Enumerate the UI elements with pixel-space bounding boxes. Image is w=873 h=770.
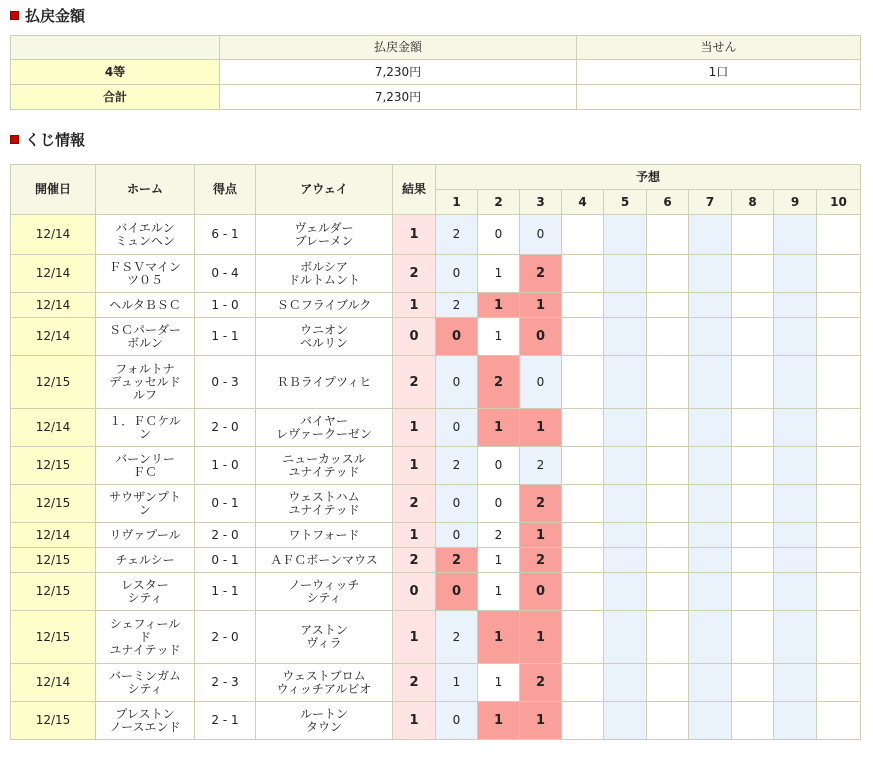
match-row xyxy=(11,485,861,523)
prediction-cell: 0 xyxy=(436,573,478,611)
prediction-cell xyxy=(817,702,861,740)
prediction-cell xyxy=(774,548,817,573)
match-home: ＦＳＶマイン ツ０５ xyxy=(96,255,195,293)
prediction-cell xyxy=(732,702,774,740)
match-date: 12/15 xyxy=(11,702,96,740)
prediction-cell xyxy=(562,702,604,740)
prediction-cell xyxy=(774,447,817,485)
payout-col-winners: 当せん xyxy=(577,36,861,60)
prediction-cell xyxy=(647,409,689,447)
prediction-cell xyxy=(604,573,647,611)
payout-col-amount: 払戻金額 xyxy=(220,36,577,60)
prediction-cell xyxy=(774,523,817,548)
prediction-cell: 1 xyxy=(478,611,520,664)
match-date: 12/15 xyxy=(11,356,96,409)
prediction-cell: 2 xyxy=(436,548,478,573)
match-score: 2 - 1 xyxy=(195,702,256,740)
prediction-cell xyxy=(562,318,604,356)
prediction-cell xyxy=(604,356,647,409)
prediction-cell xyxy=(562,664,604,702)
match-away: ワトフォード xyxy=(256,523,393,548)
prediction-cell xyxy=(604,215,647,255)
prediction-cell xyxy=(689,485,732,523)
match-home: レスター シティ xyxy=(96,573,195,611)
match-date: 12/14 xyxy=(11,255,96,293)
prediction-cell xyxy=(647,702,689,740)
prediction-cell xyxy=(817,293,861,318)
payout-row-winners xyxy=(577,85,861,110)
match-home: フォルトナ デュッセルド ルフ xyxy=(96,356,195,409)
match-away: バイヤー レヴァークーゼン xyxy=(256,409,393,447)
match-away: ウェストブロム ウィッチアルビオ xyxy=(256,664,393,702)
prediction-cell xyxy=(732,573,774,611)
match-away: ウェストハム ユナイテッド xyxy=(256,485,393,523)
match-score: 2 - 3 xyxy=(195,664,256,702)
prediction-col-4: 4 xyxy=(562,190,604,215)
prediction-cell xyxy=(817,523,861,548)
prediction-cell xyxy=(732,293,774,318)
prediction-cell xyxy=(647,318,689,356)
match-row xyxy=(11,702,861,740)
prediction-cell xyxy=(732,485,774,523)
prediction-cell xyxy=(562,523,604,548)
prediction-cell xyxy=(647,548,689,573)
prediction-cell xyxy=(689,356,732,409)
prediction-cell: 2 xyxy=(520,255,562,293)
prediction-cell xyxy=(647,447,689,485)
match-score: 0 - 1 xyxy=(195,485,256,523)
match-row xyxy=(11,293,861,318)
prediction-cell xyxy=(604,548,647,573)
kuji-heading-text: くじ情報 xyxy=(25,130,86,149)
prediction-cell: 2 xyxy=(520,447,562,485)
match-home: バイエルン ミュンヘン xyxy=(96,215,195,255)
prediction-cell xyxy=(817,447,861,485)
prediction-cell xyxy=(732,215,774,255)
prediction-cell xyxy=(817,356,861,409)
match-row xyxy=(11,548,861,573)
prediction-cell xyxy=(817,215,861,255)
prediction-cell: 2 xyxy=(478,356,520,409)
match-date: 12/14 xyxy=(11,523,96,548)
payout-row xyxy=(11,85,861,110)
prediction-cell xyxy=(817,255,861,293)
payout-row xyxy=(11,60,861,85)
prediction-cell: 0 xyxy=(436,409,478,447)
prediction-cell: 2 xyxy=(520,485,562,523)
section-marker-icon xyxy=(10,11,19,20)
prediction-cell: 2 xyxy=(436,215,478,255)
prediction-cell xyxy=(562,255,604,293)
payout-corner xyxy=(11,36,220,60)
prediction-col-9: 9 xyxy=(774,190,817,215)
match-row xyxy=(11,356,861,409)
prediction-cell xyxy=(689,215,732,255)
prediction-cell: 1 xyxy=(478,573,520,611)
prediction-cell: 2 xyxy=(520,548,562,573)
match-result: 2 xyxy=(393,255,436,293)
match-home: ＳＣパーダー ボルン xyxy=(96,318,195,356)
match-result: 1 xyxy=(393,215,436,255)
prediction-cell xyxy=(604,664,647,702)
prediction-cell xyxy=(647,255,689,293)
prediction-cell xyxy=(817,548,861,573)
match-row xyxy=(11,573,861,611)
match-result: 2 xyxy=(393,485,436,523)
prediction-cell xyxy=(689,548,732,573)
prediction-cell: 1 xyxy=(478,318,520,356)
prediction-cell xyxy=(689,702,732,740)
match-score: 2 - 0 xyxy=(195,611,256,664)
prediction-cell xyxy=(689,523,732,548)
payout-header-row xyxy=(11,36,861,60)
match-row xyxy=(11,215,861,255)
prediction-cell: 1 xyxy=(520,293,562,318)
prediction-cell xyxy=(562,447,604,485)
payout-heading xyxy=(10,4,85,26)
match-home: チェルシー xyxy=(96,548,195,573)
col-date: 開催日 xyxy=(11,165,96,215)
match-date: 12/15 xyxy=(11,611,96,664)
col-score: 得点 xyxy=(195,165,256,215)
payout-table xyxy=(10,35,861,110)
match-home: サウザンプト ン xyxy=(96,485,195,523)
prediction-cell xyxy=(774,702,817,740)
prediction-cell: 0 xyxy=(436,485,478,523)
prediction-cell: 1 xyxy=(436,664,478,702)
prediction-cell xyxy=(774,409,817,447)
prediction-cell xyxy=(774,356,817,409)
match-away: ＲＢライプツィヒ xyxy=(256,356,393,409)
prediction-cell xyxy=(732,255,774,293)
match-date: 12/14 xyxy=(11,664,96,702)
match-away: ＡＦＣボーンマウス xyxy=(256,548,393,573)
payout-row-amount: 7,230円 xyxy=(220,60,577,85)
match-row xyxy=(11,318,861,356)
kuji-table xyxy=(10,164,861,740)
payout-heading-text: 払戻金額 xyxy=(25,6,86,25)
prediction-cell: 2 xyxy=(478,523,520,548)
match-away: ニューカッスル ユナイテッド xyxy=(256,447,393,485)
prediction-cell xyxy=(689,664,732,702)
match-date: 12/15 xyxy=(11,447,96,485)
section-marker-icon xyxy=(10,135,19,144)
prediction-cell xyxy=(689,409,732,447)
match-result: 2 xyxy=(393,356,436,409)
prediction-cell: 1 xyxy=(478,548,520,573)
prediction-cell xyxy=(817,485,861,523)
prediction-cell: 0 xyxy=(436,356,478,409)
prediction-cell xyxy=(689,293,732,318)
prediction-cell xyxy=(604,447,647,485)
prediction-cell: 1 xyxy=(478,664,520,702)
match-score: 1 - 1 xyxy=(195,318,256,356)
col-home: ホーム xyxy=(96,165,195,215)
prediction-cell: 0 xyxy=(436,318,478,356)
match-home: プレストン ノースエンド xyxy=(96,702,195,740)
prediction-cell xyxy=(774,255,817,293)
prediction-cell xyxy=(562,611,604,664)
match-score: 1 - 1 xyxy=(195,573,256,611)
match-date: 12/15 xyxy=(11,573,96,611)
match-away: ヴェルダー ブレーメン xyxy=(256,215,393,255)
prediction-cell: 1 xyxy=(478,255,520,293)
prediction-cell: 0 xyxy=(478,485,520,523)
match-home: ヘルタＢＳＣ xyxy=(96,293,195,318)
match-score: 1 - 0 xyxy=(195,293,256,318)
payout-row-label: 4等 xyxy=(11,60,220,85)
match-result: 0 xyxy=(393,573,436,611)
match-away: ウニオン ベルリン xyxy=(256,318,393,356)
prediction-cell xyxy=(689,611,732,664)
payout-row-winners: 1口 xyxy=(577,60,861,85)
prediction-cell xyxy=(562,356,604,409)
match-result: 1 xyxy=(393,447,436,485)
prediction-col-6: 6 xyxy=(647,190,689,215)
match-away: ノーウィッチ シティ xyxy=(256,573,393,611)
match-row xyxy=(11,611,861,664)
match-row xyxy=(11,447,861,485)
prediction-cell xyxy=(774,318,817,356)
match-date: 12/15 xyxy=(11,548,96,573)
kuji-header-row xyxy=(11,165,861,190)
prediction-cell xyxy=(732,611,774,664)
prediction-cell xyxy=(774,215,817,255)
match-score: 6 - 1 xyxy=(195,215,256,255)
prediction-cell: 1 xyxy=(520,611,562,664)
prediction-cell: 0 xyxy=(436,523,478,548)
prediction-cell: 1 xyxy=(520,409,562,447)
match-date: 12/14 xyxy=(11,409,96,447)
prediction-cell xyxy=(647,293,689,318)
match-away: ボルシア ドルトムント xyxy=(256,255,393,293)
prediction-cell xyxy=(604,255,647,293)
prediction-cell xyxy=(817,318,861,356)
match-row xyxy=(11,523,861,548)
match-row xyxy=(11,409,861,447)
match-result: 1 xyxy=(393,523,436,548)
match-home: リヴァプール xyxy=(96,523,195,548)
prediction-cell: 2 xyxy=(436,293,478,318)
prediction-cell xyxy=(732,664,774,702)
prediction-cell xyxy=(689,447,732,485)
prediction-cell: 1 xyxy=(478,409,520,447)
prediction-cell xyxy=(732,548,774,573)
col-result: 結果 xyxy=(393,165,436,215)
prediction-cell xyxy=(817,409,861,447)
prediction-cell xyxy=(562,485,604,523)
match-result: 2 xyxy=(393,548,436,573)
match-score: 2 - 0 xyxy=(195,523,256,548)
match-home: バーミンガム シティ xyxy=(96,664,195,702)
prediction-cell xyxy=(604,409,647,447)
prediction-cell xyxy=(562,215,604,255)
prediction-cell xyxy=(774,573,817,611)
prediction-cell xyxy=(647,573,689,611)
match-result: 0 xyxy=(393,318,436,356)
prediction-col-5: 5 xyxy=(604,190,647,215)
prediction-cell: 0 xyxy=(520,215,562,255)
payout-row-amount: 7,230円 xyxy=(220,85,577,110)
prediction-cell: 0 xyxy=(478,215,520,255)
prediction-cell: 0 xyxy=(478,447,520,485)
match-away: ＳＣフライブルク xyxy=(256,293,393,318)
match-result: 1 xyxy=(393,409,436,447)
prediction-cell xyxy=(647,485,689,523)
prediction-cell xyxy=(647,664,689,702)
match-score: 0 - 1 xyxy=(195,548,256,573)
prediction-cell xyxy=(732,523,774,548)
prediction-cell xyxy=(689,573,732,611)
prediction-col-2: 2 xyxy=(478,190,520,215)
match-date: 12/15 xyxy=(11,485,96,523)
match-date: 12/14 xyxy=(11,318,96,356)
prediction-cell xyxy=(604,702,647,740)
match-score: 0 - 3 xyxy=(195,356,256,409)
match-home: １．ＦＣケル ン xyxy=(96,409,195,447)
prediction-cell xyxy=(604,318,647,356)
prediction-cell xyxy=(689,255,732,293)
match-home: バーンリー ＦＣ xyxy=(96,447,195,485)
prediction-cell xyxy=(647,523,689,548)
prediction-cell xyxy=(689,318,732,356)
match-date: 12/14 xyxy=(11,215,96,255)
prediction-cell: 2 xyxy=(436,447,478,485)
match-row xyxy=(11,664,861,702)
prediction-cell: 0 xyxy=(436,702,478,740)
prediction-cell: 0 xyxy=(520,573,562,611)
match-score: 0 - 4 xyxy=(195,255,256,293)
prediction-col-3: 3 xyxy=(520,190,562,215)
prediction-cell xyxy=(774,611,817,664)
prediction-cell: 0 xyxy=(520,318,562,356)
prediction-cell: 1 xyxy=(520,702,562,740)
match-row xyxy=(11,255,861,293)
match-result: 1 xyxy=(393,293,436,318)
prediction-cell xyxy=(562,548,604,573)
prediction-cell xyxy=(604,523,647,548)
match-result: 1 xyxy=(393,611,436,664)
prediction-col-7: 7 xyxy=(689,190,732,215)
prediction-cell xyxy=(562,409,604,447)
prediction-cell: 0 xyxy=(436,255,478,293)
match-result: 1 xyxy=(393,702,436,740)
prediction-cell xyxy=(774,664,817,702)
prediction-cell xyxy=(647,215,689,255)
prediction-cell: 1 xyxy=(478,293,520,318)
col-away: アウェイ xyxy=(256,165,393,215)
prediction-cell xyxy=(817,573,861,611)
prediction-cell xyxy=(647,611,689,664)
prediction-cell xyxy=(732,356,774,409)
prediction-cell xyxy=(817,611,861,664)
prediction-cell xyxy=(732,318,774,356)
kuji-body xyxy=(11,215,861,740)
prediction-cell xyxy=(604,611,647,664)
prediction-cell xyxy=(562,293,604,318)
payout-row-label: 合計 xyxy=(11,85,220,110)
prediction-cell xyxy=(817,664,861,702)
prediction-col-1: 1 xyxy=(436,190,478,215)
prediction-cell xyxy=(732,409,774,447)
prediction-cell xyxy=(774,485,817,523)
prediction-cell: 0 xyxy=(520,356,562,409)
match-date: 12/14 xyxy=(11,293,96,318)
kuji-heading xyxy=(10,128,85,150)
match-score: 1 - 0 xyxy=(195,447,256,485)
match-result: 2 xyxy=(393,664,436,702)
match-home: シェフィール ド ユナイテッド xyxy=(96,611,195,664)
prediction-col-8: 8 xyxy=(732,190,774,215)
prediction-cell: 1 xyxy=(520,523,562,548)
prediction-cell: 2 xyxy=(436,611,478,664)
prediction-cell xyxy=(774,293,817,318)
prediction-cell xyxy=(562,573,604,611)
prediction-cell xyxy=(732,447,774,485)
prediction-cell xyxy=(604,293,647,318)
prediction-cell xyxy=(647,356,689,409)
prediction-cell: 1 xyxy=(478,702,520,740)
match-away: ルートン タウン xyxy=(256,702,393,740)
col-prediction: 予想 xyxy=(436,165,861,190)
prediction-cell: 2 xyxy=(520,664,562,702)
prediction-cell xyxy=(604,485,647,523)
match-away: アストン ヴィラ xyxy=(256,611,393,664)
match-score: 2 - 0 xyxy=(195,409,256,447)
prediction-col-10: 10 xyxy=(817,190,861,215)
